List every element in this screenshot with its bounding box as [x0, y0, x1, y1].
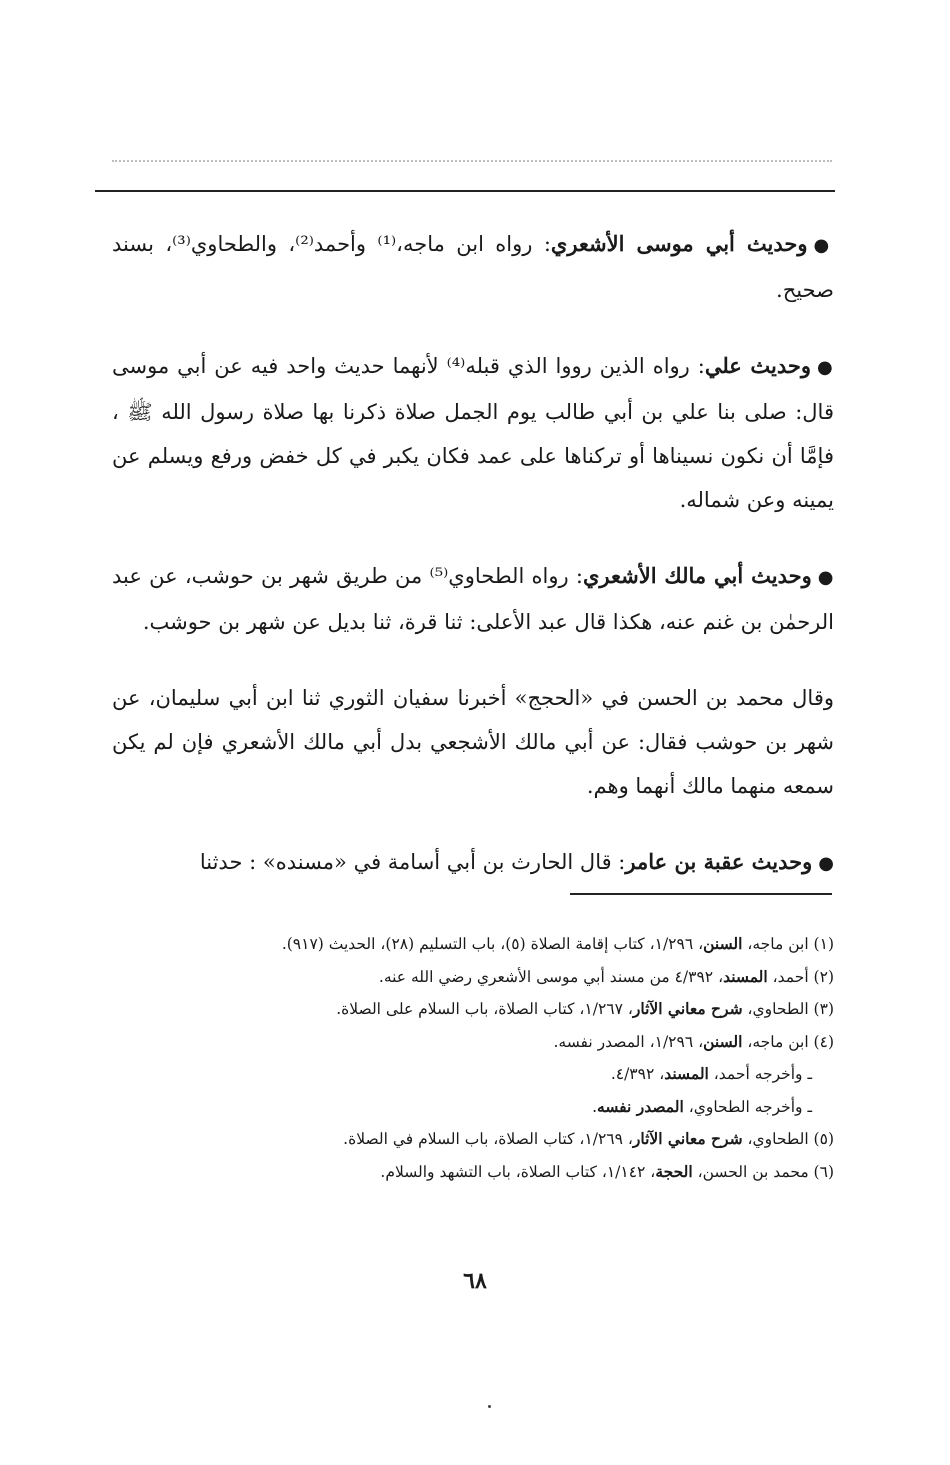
footnote-text: (٤) ابن ماجه،	[742, 1032, 834, 1051]
footnote-source: شرح معاني الآثار	[632, 1129, 743, 1148]
footnote-source: الحجة	[655, 1161, 693, 1181]
footnote-3	[112, 993, 834, 1026]
footnote-6	[112, 1156, 834, 1189]
paragraph-uqba	[112, 840, 834, 886]
header-rule	[95, 190, 835, 192]
footnote-text: ، ٤/٣٩٢ من مسند أبي موسى الأشعري رضي الله عنه.	[378, 967, 724, 986]
paragraph-text: : رواه الذين رووا الذي قبله⁽⁴⁾ لأنهما حديث واحد فيه عن أبي موسى قال: صلى بنا علي بن أبي طالب يوم الجمل صلاة ذكرنا بها صلاة رسول الله ﷺ ، فإمَّا أن نكون نسيناها أو تركناها على عمد فكان يكبر في كل خفض ورفع ويسلم عن يمينه وعن شماله.	[112, 354, 834, 512]
header-dotted-rule	[112, 160, 832, 162]
paragraph-lead: وحديث أبي مالك الأشعري	[582, 563, 812, 588]
paragraph-text: : رواه الطحاوي⁽⁵⁾ من طريق شهر بن حوشب، عن عبد الرحمٰن بن غنم عنه، هكذا قال عبد الأعلى: ثنا قرة، ثنا بديل عن شهر بن حوشب.	[112, 564, 834, 634]
paragraph-lead: وحديث أبي موسى الأشعري	[550, 231, 808, 256]
bullet-icon: ●	[817, 357, 834, 378]
footnote-4	[112, 1026, 834, 1059]
paragraph-muhammad-ibn-hasan	[112, 676, 834, 808]
footnote-text: ، ١/٢٩٦، كتاب إقامة الصلاة (٥)، باب التسليم (٢٨)، الحديث (٩١٧).	[281, 935, 704, 953]
bullet-icon: ●	[813, 235, 834, 256]
footnote-text: ، ١/٢٦٧، كتاب الصلاة، باب السلام على الصلاة.	[336, 1000, 633, 1018]
footnote-text: ـ وأخرجه أحمد،	[708, 1065, 812, 1083]
footnote-text: ـ وأخرجه الطحاوي،	[683, 1097, 812, 1116]
footnote-source: السنن	[703, 934, 743, 953]
footnote-source: المسند	[664, 1064, 709, 1083]
footnote-text: (٣) الطحاوي،	[742, 1000, 834, 1018]
footnote-text: .	[592, 1097, 598, 1116]
footnote-source: المسند	[723, 966, 768, 986]
paragraph-abu-malik	[112, 554, 834, 644]
main-text	[112, 222, 834, 918]
footnote-text: ، ١/٢٦٩، كتاب الصلاة، باب السلام في الصلاة.	[343, 1130, 633, 1148]
footnote-text: ، ١/١٤٢، كتاب الصلاة، باب التشهد والسلام.	[380, 1162, 656, 1181]
paragraph-text: : قال الحارث بن أبي أسامة في «مسنده» : حدثنا	[199, 850, 626, 874]
footnote-4-sub-2	[112, 1091, 834, 1124]
footnote-rule	[570, 893, 832, 895]
footnote-5	[112, 1123, 834, 1156]
footnote-source: المصدر نفسه	[597, 1096, 684, 1116]
scan-speck	[488, 1405, 491, 1408]
paragraph-ali	[112, 344, 834, 522]
footnotes	[112, 928, 834, 1188]
bullet-icon: ●	[818, 853, 834, 874]
paragraph-text: : رواه ابن ماجه،⁽¹⁾ وأحمد⁽²⁾، والطحاوي⁽³⁾، بسند صحيح.	[112, 232, 834, 302]
footnote-text: (١) ابن ماجه،	[742, 935, 834, 953]
footnote-text: (٢) أحمد،	[767, 967, 834, 986]
footnote-source: شرح معاني الآثار	[632, 999, 743, 1018]
footnote-text: ، ٤/٣٩٢.	[610, 1065, 665, 1083]
footnote-text: (٥) الطحاوي،	[742, 1130, 834, 1148]
footnote-text: (٦) محمد بن الحسن،	[692, 1162, 834, 1181]
paragraph-abu-musa	[112, 222, 834, 312]
footnote-4-sub-1	[112, 1058, 834, 1091]
paragraph-lead: وحديث علي	[704, 353, 812, 378]
bullet-icon: ●	[817, 567, 834, 588]
footnote-text: ، ١/٢٩٦، المصدر نفسه.	[553, 1032, 704, 1051]
footnote-source: السنن	[703, 1031, 743, 1051]
paragraph-lead: وحديث عقبة بن عامر	[625, 849, 813, 874]
footnote-2	[112, 961, 834, 994]
paragraph-text: وقال محمد بن الحسن في «الحجج» أخبرنا سفيان الثوري ثنا ابن أبي سليمان، عن شهر بن حوشب فقال: عن أبي مالك الأشجعي بدل أبي مالك الأشعري فإن لم يكن سمعه منهما مالك أنهما وهم.	[112, 686, 834, 798]
footnote-1	[112, 928, 834, 961]
page-number: ٦٨	[463, 1268, 487, 1294]
